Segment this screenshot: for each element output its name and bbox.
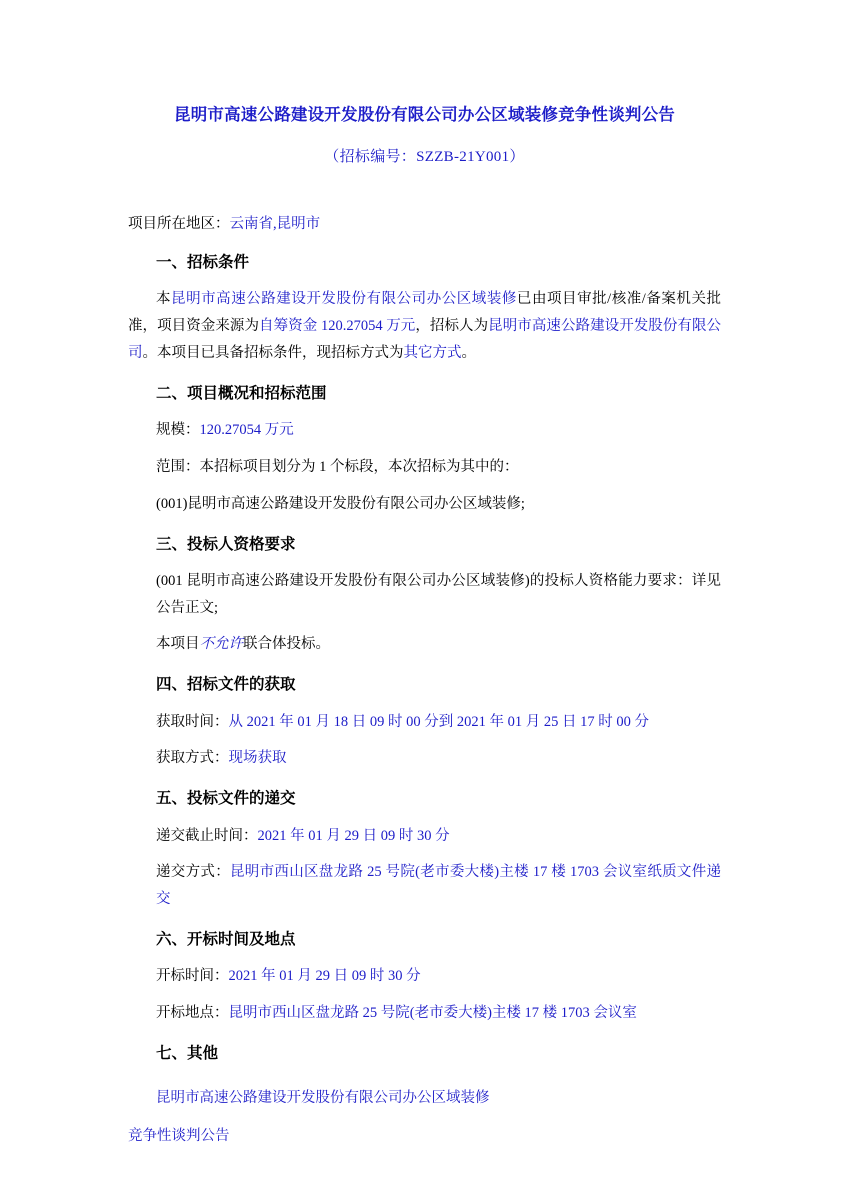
- open-time-value: 2021 年 01 月 29 日 09 时 30 分: [228, 968, 421, 985]
- section-heading-2: 二、项目概况和招标范围: [156, 384, 327, 402]
- section-5-submit: [128, 849, 721, 913]
- section-heading-3: 三、投标人资格要求: [156, 535, 296, 553]
- section-heading-4: 四、招标文件的获取: [156, 676, 296, 694]
- deadline-label: 递交截止时间：: [156, 827, 258, 844]
- obtain-way-label: 获取方式：: [156, 750, 229, 767]
- s1-text-g: 。本项目已具备招标条件，现招标方式为: [142, 344, 404, 361]
- obtain-way-value: 现场获取: [228, 750, 287, 767]
- s1-text-e: ，招标人为: [415, 318, 489, 335]
- section-3-qualification: (001 昆明市高速公路建设开发股份有限公司办公区域装修)的投标人资格能力要求：详见公告正文;: [156, 572, 721, 616]
- scale-value: 120.27054 万元: [199, 422, 294, 439]
- section-4-obtain-time: [128, 699, 721, 736]
- other-line-1: 昆明市高速公路建设开发股份有限公司办公区域装修: [156, 1090, 490, 1107]
- obtain-time-label: 获取时间：: [156, 713, 229, 730]
- deadline-value: 2021 年 01 月 29 日 09 时 30 分: [257, 827, 450, 844]
- open-place-label: 开标地点：: [156, 1005, 229, 1022]
- scale-label: 规模：: [156, 422, 200, 439]
- scope-value: 本招标项目划分为 1 个标段，本次招标为其中的：: [199, 458, 519, 475]
- s1-text-c: 已由项目审批/核准/备案机关批准，项目资金来源为: [128, 291, 722, 335]
- section-6-open-place: [128, 990, 721, 1027]
- section-2-scope: [128, 444, 721, 481]
- section-6-open-time: [128, 953, 721, 990]
- consortium-text-a: 本项目: [156, 636, 200, 653]
- s1-funding-source: 自筹资金 120.27054 万元: [259, 318, 416, 335]
- section-heading-6: 六、开标时间及地点: [156, 931, 296, 949]
- consortium-flag: 不允许: [199, 636, 243, 653]
- consortium-text-c: 联合体投标。: [243, 636, 330, 653]
- section-heading-1: 一、招标条件: [156, 253, 250, 271]
- section-3-consortium: [128, 621, 721, 658]
- s1-tenderer-name: 昆明市高速公路建设开发股份有限公司: [128, 318, 722, 361]
- submit-value: 昆明市西山区盘龙路 25 号院(老市委大楼)主楼 17 楼 1703 会议室纸质文件递交: [156, 864, 722, 908]
- other-line-2: 竞争性谈判公告: [128, 1128, 230, 1145]
- page-title: 昆明市高速公路建设开发股份有限公司办公区域装修竞争性谈判公告: [174, 105, 675, 124]
- open-time-label: 开标时间：: [156, 968, 229, 985]
- project-region-label: 项目所在地区：: [128, 215, 230, 232]
- s1-bid-method: 其它方式: [403, 344, 462, 361]
- s1-text-i: 。: [461, 344, 476, 361]
- section-2-scale: [128, 407, 721, 444]
- submit-label: 递交方式：: [156, 864, 230, 881]
- project-region-value: 云南省,昆明市: [229, 215, 321, 232]
- section-1-paragraph: [128, 276, 721, 366]
- obtain-time-value: 从 2021 年 01 月 18 日 09 时 00 分到 2021 年 01 月 25 日 17 时 00 分: [228, 713, 649, 730]
- section-7-body: [128, 1067, 721, 1149]
- section-heading-5: 五、投标文件的递交: [156, 790, 296, 808]
- section-2-lot-item: (001)昆明市高速公路建设开发股份有限公司办公区域装修;: [156, 495, 525, 512]
- tender-number-subtitle: （招标编号：SZZB-21Y001）: [324, 148, 525, 165]
- scope-label: 范围：: [156, 458, 200, 475]
- section-4-obtain-way: [128, 735, 721, 772]
- s1-text-a: 本: [156, 291, 172, 308]
- s1-project-name: 昆明市高速公路建设开发股份有限公司办公区域装修: [171, 291, 517, 308]
- section-5-deadline: [128, 813, 721, 850]
- project-region: [128, 166, 721, 236]
- open-place-value: 昆明市西山区盘龙路 25 号院(老市委大楼)主楼 17 楼 1703 会议室: [228, 1005, 637, 1022]
- section-heading-7: 七、其他: [156, 1045, 219, 1062]
